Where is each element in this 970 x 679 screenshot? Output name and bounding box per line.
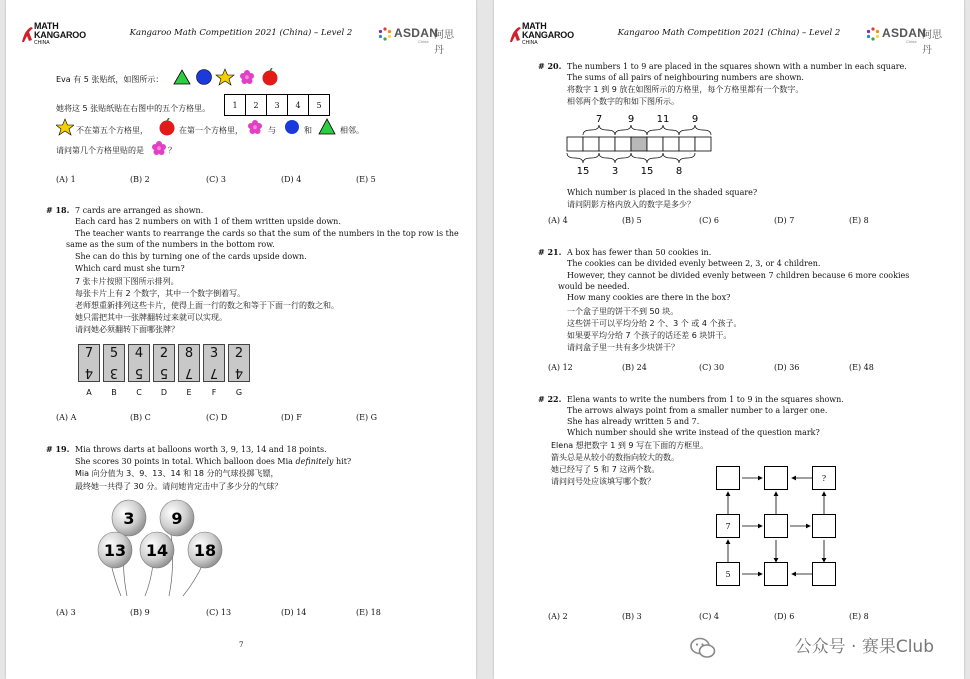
- q22-en-line: She has already written 5 and 7.: [567, 417, 700, 426]
- grid-square: [764, 514, 788, 538]
- q19-number: # 19.: [46, 444, 70, 454]
- q22-cn-line: 请问问号处应该填写哪个数？: [551, 477, 655, 486]
- q21-option-d[interactable]: (D) 36: [774, 363, 800, 372]
- math-kangaroo-logo: MATH KANGAROO CHINA: [508, 22, 578, 48]
- q20-number: # 20.: [538, 61, 562, 71]
- balloon-9: 9: [171, 509, 183, 528]
- q22-number: # 22.: [538, 394, 562, 404]
- card-b: 5 3: [103, 344, 125, 382]
- q17-option-c[interactable]: (C) 3: [206, 175, 226, 184]
- card-label: B: [111, 388, 117, 397]
- q21-cn-line: 一个盒子里的饼干不到 50 块。: [567, 307, 679, 316]
- q21-option-b[interactable]: (B) 24: [622, 363, 647, 372]
- q21-en-line: The cookies can be divided evenly between 2, 3, or 4 children.: [567, 259, 821, 268]
- q18-option-e[interactable]: (E) G: [356, 413, 378, 422]
- asdan-logo: ASDAN 阿思丹 China: [866, 25, 946, 45]
- q17-line3b: 在第一个方格里，: [179, 126, 243, 135]
- bottom-sum: 8: [675, 166, 683, 176]
- wechat-icon: [690, 637, 716, 659]
- flower-icon: [151, 140, 167, 156]
- q20-option-b[interactable]: (B) 5: [622, 216, 642, 225]
- q22-option-a[interactable]: (A) 2: [548, 612, 568, 621]
- top-sum: 9: [627, 114, 635, 125]
- q19-option-e[interactable]: (E) 18: [356, 608, 381, 617]
- grid-square: [764, 466, 788, 490]
- q17-line2: 她将这 5 张贴纸贴在右图中的五个方格里。: [56, 104, 211, 113]
- left-page: [6, 0, 476, 679]
- q18-en-line: Each card has 2 numbers on with 1 of them written upside down.: [75, 217, 341, 226]
- q19-cn-line: Mia 向分值为 3、9、13、14 和 18 分的气球投掷飞镖，: [75, 469, 279, 478]
- card-c: 4 5: [128, 344, 150, 382]
- q20-option-c[interactable]: (C) 6: [699, 216, 719, 225]
- grid-square: [812, 514, 836, 538]
- q20-cn-line: 将数字 1 到 9 放在如图所示的方格里，每个方格里都有一个数字。: [567, 85, 804, 94]
- q18-en-line: 7 cards are arranged as shown.: [75, 206, 204, 215]
- q20-cn-line: 相邻两个数字的和如下图所示。: [567, 97, 679, 106]
- q22-cn-line: 她已经写了 5 和 7 这两个数。: [551, 465, 660, 474]
- q22-en-line: Elena wants to write the numbers from 1 to 9 in the squares shown.: [567, 395, 844, 404]
- q18-en-line: She can do this by turning one of the cards upside down.: [75, 252, 307, 261]
- grid-square: 5: [716, 562, 740, 586]
- grid-square: [764, 562, 788, 586]
- q18-cn-line: 老师想重新排列这些卡片，使得上面一行的数之和等于下面一行的数之和。: [75, 301, 339, 310]
- q20-en-line: The numbers 1 to 9 are placed in the squares shown with a number in each square.: [567, 62, 907, 71]
- q18-en-line: The teacher wants to rearrange the cards so that the sum of the numbers in the top row is the: [75, 229, 459, 238]
- q22-option-d[interactable]: (D) 6: [774, 612, 795, 621]
- q21-option-e[interactable]: (E) 48: [849, 363, 874, 372]
- header-title: Kangaroo Math Competition 2021 (China) – Level 2: [617, 28, 841, 38]
- math-kangaroo-logo: MATH KANGAROO CHINA: [20, 22, 90, 48]
- right-page: [494, 0, 964, 679]
- q17-line3c: 与: [268, 126, 276, 135]
- flower-icon: [247, 119, 263, 135]
- sticker-icons: [172, 68, 292, 86]
- grid-square: [716, 466, 740, 490]
- bottom-sum: 15: [576, 166, 590, 176]
- q17-option-e[interactable]: (E) 5: [356, 175, 376, 184]
- q18-option-a[interactable]: (A) A: [56, 413, 77, 422]
- card-label: F: [211, 388, 217, 397]
- q17-box: 4: [287, 94, 309, 116]
- q21-en-line: However, they cannot be divided evenly between 7 children because 6 more cookies: [567, 271, 910, 280]
- q18-en-line: Which card must she turn?: [75, 264, 185, 273]
- q20-squares-diagram: [564, 112, 714, 176]
- balloon-13: 13: [103, 541, 127, 560]
- q18-option-c[interactable]: (C) D: [206, 413, 228, 422]
- q20-en-line: The sums of all pairs of neighbouring numbers are shown.: [567, 73, 804, 82]
- q17-line1: Eva 有 5 张贴纸，如图所示：: [56, 75, 164, 84]
- q20-question-en: Which number is placed in the shaded square?: [567, 188, 758, 197]
- q17-option-a[interactable]: (A) 1: [56, 175, 76, 184]
- q17-option-b[interactable]: (B) 2: [130, 175, 150, 184]
- card-label: G: [235, 388, 243, 397]
- q19-option-d[interactable]: (D) 14: [281, 608, 307, 617]
- q17-box: 1: [224, 94, 246, 116]
- balloon-14: 14: [145, 541, 169, 560]
- q22-cn-line: 箭头总是从较小的数指向较大的数。: [551, 453, 679, 462]
- grid-square: ?: [812, 466, 836, 490]
- q21-cn-line: 这些饼干可以平均分给 2 个、3 个 或 4 个孩子。: [567, 319, 742, 328]
- top-sum: 9: [691, 114, 699, 125]
- q17-box: 5: [308, 94, 330, 116]
- q17-box: 3: [266, 94, 288, 116]
- q18-cn-line: 7 张卡片按照下图所示排列。: [75, 277, 179, 286]
- page-number: 7: [239, 641, 244, 649]
- q21-en-line: would be needed.: [558, 282, 630, 291]
- top-sum: 7: [595, 114, 603, 125]
- q18-cn-line: 每张卡片上有 2 个数字，其中一个数字倒着写。: [75, 289, 246, 298]
- q21-number: # 21.: [538, 247, 562, 257]
- apple-icon: [158, 118, 176, 136]
- q22-en-line: Which number should she write instead of the question mark?: [567, 428, 820, 437]
- q17-line3d: 和: [304, 126, 312, 135]
- q18-option-b[interactable]: (B) C: [130, 413, 151, 422]
- q21-option-c[interactable]: (C) 30: [699, 363, 725, 372]
- q20-option-e[interactable]: (E) 8: [849, 216, 869, 225]
- blue-circle-icon: [284, 119, 300, 135]
- q19-en-line: She scores 30 points in total. Which balloon does Mia definitely hit?: [75, 457, 352, 466]
- card-e: 8 7: [178, 344, 200, 382]
- q18-option-d[interactable]: (D) F: [281, 413, 302, 422]
- watermark-text: 公众号 · 赛果Club: [794, 637, 934, 657]
- q17-line3a: 不在第五个方格里，: [76, 126, 148, 135]
- balloon-3: 3: [123, 509, 135, 528]
- q19-en-line: Mia throws darts at balloons worth 3, 9, 13, 14 and 18 points.: [75, 445, 327, 454]
- card-f: 3 7: [203, 344, 225, 382]
- q22-cn-line: Elena 想把数字 1 到 9 写在下面的方框里。: [551, 441, 709, 450]
- q17-boxes: [225, 94, 330, 116]
- balloon-18: 18: [193, 541, 217, 560]
- asdan-logo: ASDAN 阿思丹 China: [378, 25, 458, 45]
- top-sum: 11: [656, 114, 670, 125]
- q22-option-c[interactable]: (C) 4: [699, 612, 719, 621]
- q21-cn-line: 请问盒子里一共有多少块饼干？: [567, 343, 679, 352]
- q21-en-line: How many cookies are there in the box?: [567, 293, 731, 302]
- q19-option-a[interactable]: (A) 3: [56, 608, 76, 617]
- q18-cn-line: 她只需把其中一张牌翻转过来就可以实现。: [75, 313, 227, 322]
- q18-en-line: same as the sum of the numbers in the bottom row.: [66, 240, 275, 249]
- q21-en-line: A box has fewer than 50 cookies in.: [567, 248, 712, 257]
- q21-option-a[interactable]: (A) 12: [548, 363, 573, 372]
- grid-square: 7: [716, 514, 740, 538]
- q17-line4-end: ？: [168, 146, 176, 155]
- q19-option-b[interactable]: (B) 9: [130, 608, 150, 617]
- q22-option-b[interactable]: (B) 3: [622, 612, 642, 621]
- card-label: E: [186, 388, 192, 397]
- q17-box: 2: [245, 94, 267, 116]
- header-title: Kangaroo Math Competition 2021 (China) – Level 2: [129, 28, 353, 38]
- page-header: [494, 20, 964, 56]
- q17-option-d[interactable]: (D) 4: [281, 175, 302, 184]
- q19-cn-line: 最终她一共得了 30 分。请问她肯定击中了多少分的气球？: [75, 482, 283, 491]
- q19-option-c[interactable]: (C) 13: [206, 608, 232, 617]
- card-label: D: [160, 388, 168, 397]
- q20-question-cn: 请问阴影方格内放入的数字是多少？: [567, 200, 695, 209]
- q20-option-d[interactable]: (D) 7: [774, 216, 795, 225]
- q22-en-line: The arrows always point from a smaller number to a larger one.: [567, 406, 828, 415]
- balloons-illustration: [91, 496, 231, 600]
- q17-line4: 请问第几个方格里贴的是: [56, 146, 144, 155]
- q18-cn-line: 请问她必须翻转下面哪张牌？: [75, 325, 179, 334]
- q22-option-e[interactable]: (E) 8: [849, 612, 869, 621]
- bottom-sum: 3: [611, 166, 619, 176]
- q18-number: # 18.: [46, 205, 70, 215]
- card-label: A: [86, 388, 92, 397]
- card-label: C: [136, 388, 142, 397]
- card-a: 7 4: [78, 344, 100, 382]
- q17-line3e: 相邻。: [340, 126, 364, 135]
- star-icon: [56, 118, 74, 136]
- q20-option-a[interactable]: (A) 4: [548, 216, 568, 225]
- card-d: 2 5: [153, 344, 175, 382]
- bottom-sum: 15: [640, 166, 654, 176]
- page-header: [6, 20, 476, 56]
- triangle-icon: [318, 118, 336, 135]
- grid-square: [812, 562, 836, 586]
- q21-cn-line: 如果要平均分给 7 个孩子的话还差 6 块饼干。: [567, 331, 732, 340]
- card-g: 2 4: [228, 344, 250, 382]
